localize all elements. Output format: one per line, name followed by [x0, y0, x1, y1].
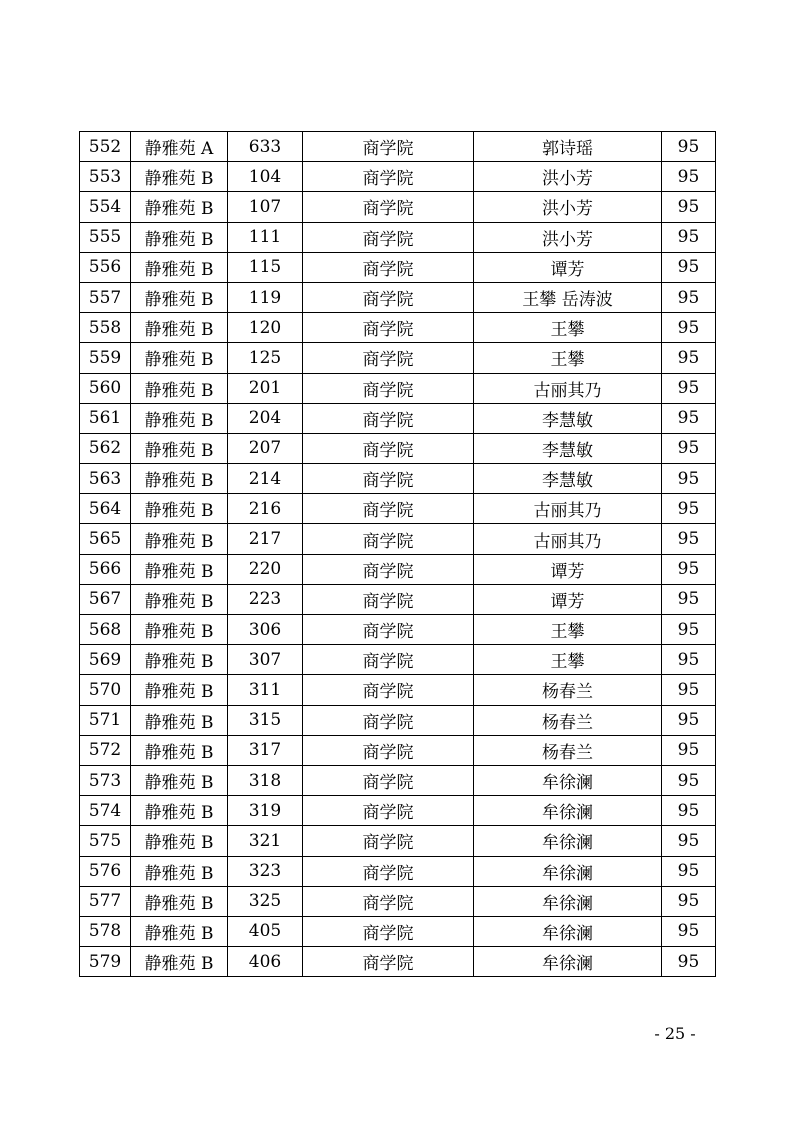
counselor-cell: 洪小芳: [474, 192, 662, 222]
room-number-cell: 125: [228, 343, 303, 373]
college-cell: 商学院: [303, 192, 474, 222]
table-row: [80, 373, 716, 403]
room-number-cell: 406: [228, 947, 303, 977]
score-cell: 95: [662, 615, 716, 645]
room-number-cell: 223: [228, 584, 303, 614]
room-number-cell: 633: [228, 132, 303, 162]
room-number-cell: 204: [228, 403, 303, 433]
table-row: [80, 765, 716, 795]
score-cell: 95: [662, 735, 716, 765]
table-row: [80, 856, 716, 886]
table-row: [80, 705, 716, 735]
score-cell: 95: [662, 765, 716, 795]
counselor-cell: 王攀: [474, 645, 662, 675]
row-index-cell: 569: [80, 645, 131, 675]
college-cell: 商学院: [303, 584, 474, 614]
room-number-cell: 315: [228, 705, 303, 735]
row-index-cell: 561: [80, 403, 131, 433]
college-cell: 商学院: [303, 132, 474, 162]
college-cell: 商学院: [303, 554, 474, 584]
row-index-cell: 579: [80, 947, 131, 977]
row-index-cell: 570: [80, 675, 131, 705]
room-number-cell: 214: [228, 464, 303, 494]
row-index-cell: 568: [80, 615, 131, 645]
counselor-cell: 洪小芳: [474, 162, 662, 192]
score-cell: 95: [662, 705, 716, 735]
counselor-cell: 古丽其乃: [474, 524, 662, 554]
score-cell: 95: [662, 282, 716, 312]
college-cell: 商学院: [303, 494, 474, 524]
counselor-cell: 王攀: [474, 343, 662, 373]
table-row: [80, 645, 716, 675]
score-cell: 95: [662, 645, 716, 675]
college-cell: 商学院: [303, 886, 474, 916]
table-row: [80, 735, 716, 765]
page-number: - 25 -: [654, 1024, 696, 1043]
score-cell: 95: [662, 524, 716, 554]
building-cell: 静雅苑 B: [131, 192, 228, 222]
table-row: [80, 313, 716, 343]
table-row: [80, 494, 716, 524]
room-number-cell: 115: [228, 252, 303, 282]
college-cell: 商学院: [303, 313, 474, 343]
room-number-cell: 107: [228, 192, 303, 222]
table-row: [80, 554, 716, 584]
row-index-cell: 575: [80, 826, 131, 856]
building-cell: 静雅苑 B: [131, 494, 228, 524]
table-row: [80, 222, 716, 252]
college-cell: 商学院: [303, 615, 474, 645]
row-index-cell: 564: [80, 494, 131, 524]
room-number-cell: 318: [228, 765, 303, 795]
row-index-cell: 557: [80, 282, 131, 312]
college-cell: 商学院: [303, 735, 474, 765]
building-cell: 静雅苑 B: [131, 282, 228, 312]
row-index-cell: 578: [80, 916, 131, 946]
room-number-cell: 323: [228, 856, 303, 886]
table-row: [80, 675, 716, 705]
room-number-cell: 201: [228, 373, 303, 403]
row-index-cell: 567: [80, 584, 131, 614]
counselor-cell: 李慧敏: [474, 403, 662, 433]
college-cell: 商学院: [303, 282, 474, 312]
counselor-cell: 洪小芳: [474, 222, 662, 252]
building-cell: 静雅苑 B: [131, 403, 228, 433]
room-number-cell: 311: [228, 675, 303, 705]
table-row: [80, 826, 716, 856]
college-cell: 商学院: [303, 403, 474, 433]
building-cell: 静雅苑 B: [131, 705, 228, 735]
college-cell: 商学院: [303, 252, 474, 282]
college-cell: 商学院: [303, 645, 474, 675]
building-cell: 静雅苑 B: [131, 856, 228, 886]
counselor-cell: 杨春兰: [474, 735, 662, 765]
building-cell: 静雅苑 B: [131, 645, 228, 675]
table-row: [80, 343, 716, 373]
row-index-cell: 556: [80, 252, 131, 282]
table-row: [80, 282, 716, 312]
building-cell: 静雅苑 B: [131, 222, 228, 252]
college-cell: 商学院: [303, 222, 474, 252]
college-cell: 商学院: [303, 947, 474, 977]
counselor-cell: 郭诗瑶: [474, 132, 662, 162]
row-index-cell: 577: [80, 886, 131, 916]
table-row: [80, 132, 716, 162]
score-cell: 95: [662, 947, 716, 977]
table-row: [80, 796, 716, 826]
counselor-cell: 李慧敏: [474, 464, 662, 494]
table-row: [80, 584, 716, 614]
row-index-cell: 554: [80, 192, 131, 222]
building-cell: 静雅苑 B: [131, 947, 228, 977]
room-number-cell: 405: [228, 916, 303, 946]
counselor-cell: 李慧敏: [474, 433, 662, 463]
score-cell: 95: [662, 162, 716, 192]
table-row: [80, 192, 716, 222]
row-index-cell: 566: [80, 554, 131, 584]
building-cell: 静雅苑 B: [131, 313, 228, 343]
score-cell: 95: [662, 313, 716, 343]
score-cell: 95: [662, 192, 716, 222]
counselor-cell: 杨春兰: [474, 675, 662, 705]
row-index-cell: 552: [80, 132, 131, 162]
counselor-cell: 牟徐澜: [474, 856, 662, 886]
room-number-cell: 207: [228, 433, 303, 463]
score-cell: 95: [662, 796, 716, 826]
table-row: [80, 162, 716, 192]
college-cell: 商学院: [303, 373, 474, 403]
score-cell: 95: [662, 343, 716, 373]
counselor-cell: 牟徐澜: [474, 826, 662, 856]
college-cell: 商学院: [303, 675, 474, 705]
table-row: [80, 433, 716, 463]
room-number-cell: 111: [228, 222, 303, 252]
row-index-cell: 574: [80, 796, 131, 826]
college-cell: 商学院: [303, 796, 474, 826]
row-index-cell: 559: [80, 343, 131, 373]
score-cell: 95: [662, 222, 716, 252]
counselor-cell: 牟徐澜: [474, 796, 662, 826]
room-number-cell: 120: [228, 313, 303, 343]
counselor-cell: 王攀: [474, 313, 662, 343]
room-number-cell: 307: [228, 645, 303, 675]
college-cell: 商学院: [303, 856, 474, 886]
table-row: [80, 464, 716, 494]
counselor-cell: 王攀: [474, 615, 662, 645]
counselor-cell: 谭芳: [474, 554, 662, 584]
building-cell: 静雅苑 B: [131, 343, 228, 373]
college-cell: 商学院: [303, 916, 474, 946]
college-cell: 商学院: [303, 433, 474, 463]
building-cell: 静雅苑 B: [131, 765, 228, 795]
score-cell: 95: [662, 433, 716, 463]
row-index-cell: 553: [80, 162, 131, 192]
college-cell: 商学院: [303, 765, 474, 795]
college-cell: 商学院: [303, 343, 474, 373]
college-cell: 商学院: [303, 826, 474, 856]
building-cell: 静雅苑 B: [131, 886, 228, 916]
score-cell: 95: [662, 856, 716, 886]
dormitory-score-table: [79, 131, 716, 977]
counselor-cell: 牟徐澜: [474, 947, 662, 977]
row-index-cell: 565: [80, 524, 131, 554]
table-row: [80, 403, 716, 433]
building-cell: 静雅苑 B: [131, 615, 228, 645]
counselor-cell: 古丽其乃: [474, 373, 662, 403]
room-number-cell: 319: [228, 796, 303, 826]
counselor-cell: 谭芳: [474, 252, 662, 282]
score-cell: 95: [662, 373, 716, 403]
row-index-cell: 555: [80, 222, 131, 252]
room-number-cell: 325: [228, 886, 303, 916]
room-number-cell: 216: [228, 494, 303, 524]
table-row: [80, 947, 716, 977]
table-row: [80, 615, 716, 645]
score-cell: 95: [662, 916, 716, 946]
row-index-cell: 573: [80, 765, 131, 795]
score-cell: 95: [662, 886, 716, 916]
table-body: [80, 132, 716, 977]
building-cell: 静雅苑 B: [131, 524, 228, 554]
building-cell: 静雅苑 B: [131, 675, 228, 705]
row-index-cell: 572: [80, 735, 131, 765]
building-cell: 静雅苑 B: [131, 796, 228, 826]
building-cell: 静雅苑 B: [131, 252, 228, 282]
score-cell: 95: [662, 403, 716, 433]
building-cell: 静雅苑 B: [131, 373, 228, 403]
counselor-cell: 谭芳: [474, 584, 662, 614]
counselor-cell: 牟徐澜: [474, 886, 662, 916]
college-cell: 商学院: [303, 162, 474, 192]
building-cell: 静雅苑 A: [131, 132, 228, 162]
counselor-cell: 王攀 岳涛波: [474, 282, 662, 312]
building-cell: 静雅苑 B: [131, 584, 228, 614]
room-number-cell: 217: [228, 524, 303, 554]
row-index-cell: 563: [80, 464, 131, 494]
room-number-cell: 119: [228, 282, 303, 312]
building-cell: 静雅苑 B: [131, 916, 228, 946]
score-cell: 95: [662, 132, 716, 162]
score-cell: 95: [662, 554, 716, 584]
building-cell: 静雅苑 B: [131, 162, 228, 192]
row-index-cell: 576: [80, 856, 131, 886]
room-number-cell: 317: [228, 735, 303, 765]
score-cell: 95: [662, 494, 716, 524]
room-number-cell: 220: [228, 554, 303, 584]
room-number-cell: 104: [228, 162, 303, 192]
row-index-cell: 558: [80, 313, 131, 343]
score-cell: 95: [662, 826, 716, 856]
building-cell: 静雅苑 B: [131, 464, 228, 494]
room-number-cell: 306: [228, 615, 303, 645]
row-index-cell: 560: [80, 373, 131, 403]
score-cell: 95: [662, 584, 716, 614]
row-index-cell: 571: [80, 705, 131, 735]
score-cell: 95: [662, 464, 716, 494]
score-cell: 95: [662, 252, 716, 282]
college-cell: 商学院: [303, 524, 474, 554]
score-cell: 95: [662, 675, 716, 705]
table-row: [80, 524, 716, 554]
row-index-cell: 562: [80, 433, 131, 463]
table-row: [80, 252, 716, 282]
counselor-cell: 古丽其乃: [474, 494, 662, 524]
counselor-cell: 牟徐澜: [474, 765, 662, 795]
building-cell: 静雅苑 B: [131, 554, 228, 584]
building-cell: 静雅苑 B: [131, 735, 228, 765]
counselor-cell: 牟徐澜: [474, 916, 662, 946]
table-row: [80, 886, 716, 916]
table-row: [80, 916, 716, 946]
counselor-cell: 杨春兰: [474, 705, 662, 735]
college-cell: 商学院: [303, 464, 474, 494]
room-number-cell: 321: [228, 826, 303, 856]
college-cell: 商学院: [303, 705, 474, 735]
building-cell: 静雅苑 B: [131, 433, 228, 463]
building-cell: 静雅苑 B: [131, 826, 228, 856]
